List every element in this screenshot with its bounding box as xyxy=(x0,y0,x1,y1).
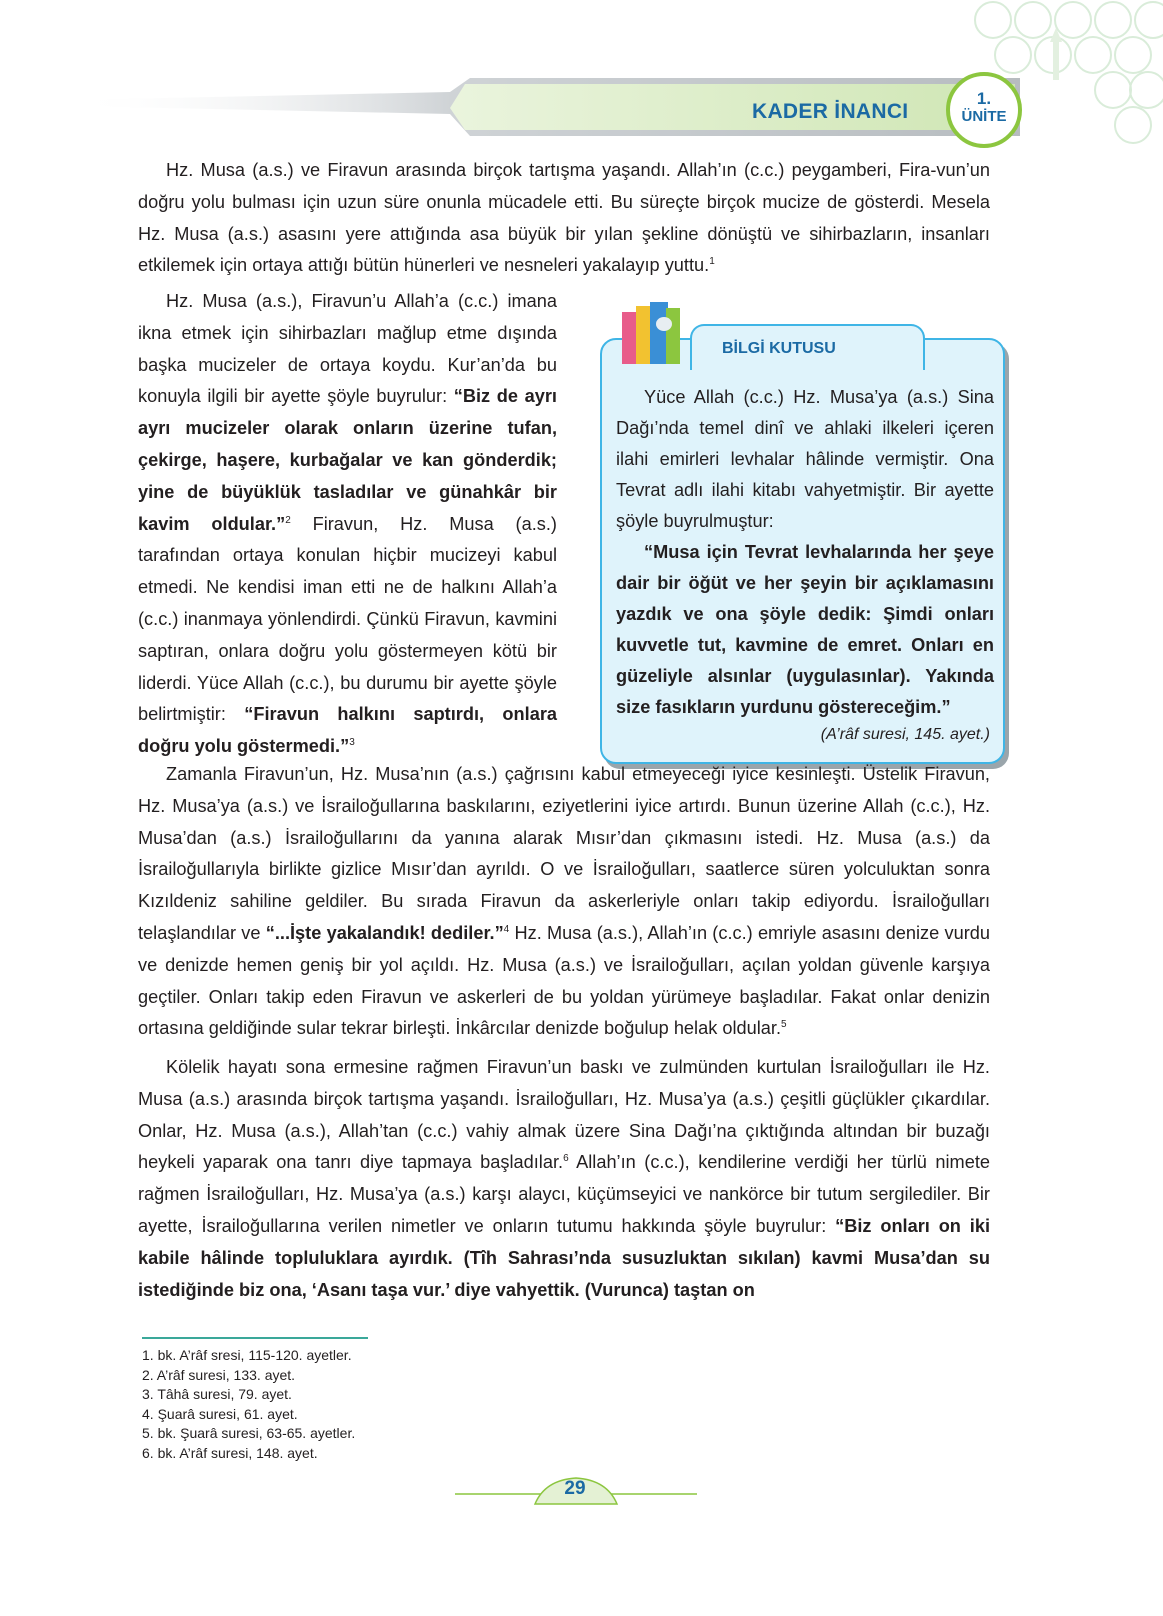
page-number: 29 xyxy=(564,1478,586,1499)
verse-quote: “...İşte yakalandık! dediler.” xyxy=(265,922,504,943)
info-box-source: (A’râf suresi, 145. ayet.) xyxy=(820,726,990,743)
footnote-2: 2. A’râf suresi, 133. ayet. xyxy=(142,1366,296,1383)
paragraph-4-text-a: Kölelik hayatı sona ermesine rağmen Firavun’un baskı ve zulmünden kurtulan İsrailoğulları ile Hz. Musa (a.s.) arasında birçok tartışma yaşandı. İsrailoğulları, Hz. Musa’ya (a.s.) çeşitli güçlükler çıkardılar. Onlar, Hz. Musa (a.s.), Allah’tan (c.c.) vahiy almak üzere Sina Dağı’na çıktığında altından bir buzağı heykeli yaparak ona tanrı diye tapmaya başladılar. xyxy=(138,1057,990,1173)
info-box-quote xyxy=(616,537,994,723)
paragraph-4 xyxy=(138,1052,990,1306)
footnote-ref: 3 xyxy=(349,737,355,749)
paragraph-2 xyxy=(138,286,557,763)
footnote-5: 5. bk. Şuarâ suresi, 63-65. ayetler. xyxy=(142,1425,356,1441)
unit-badge xyxy=(946,72,1022,148)
footnote-6: 6. bk. A’râf suresi, 148. ayet. xyxy=(142,1444,318,1461)
paragraph-3-text-b: Hz. Musa (a.s.), Allah’ın (c.c.) emriyle asasını denize vurdu ve denizde hemen geniş bir yol açıldı. Hz. Musa (a.s.) ve İsrailoğulları, açılan yoldan güvenle karşıya geçtiler. Onları takip eden Firavun ve askerleri de bu yoldan yürümeye başladılar. Fakat onlar denizin ortasına geldiğinde sular tekrar birleşti. İnkârcılar denizde boğulup helak oldular. xyxy=(138,922,990,1039)
info-box-verse: “Musa için Tevrat levhalarında her şeye dair bir öğüt ve her şeyin bir açıklamasını yazdık ve ona şöyle dedik: Şimdi onları kuvvetle tut, kavmine de emret. Onları en güzeliyle alsınlar (uygulasınlar). Yakında size fasıkların yurdunu göstereceğim.” xyxy=(616,542,994,717)
info-box-text xyxy=(616,382,994,537)
verse-quote: “Biz de ayrı ayrı mucizeler olarak onların üzerine tufan, çekirge, haşere, kurbağalar ve kan gönderdik; yine de büyüklük tasladılar ve günahkâr bir kavim oldular.” xyxy=(138,386,557,534)
paragraph-3 xyxy=(138,759,990,1045)
info-box-title: BİLGİ KUTUSU xyxy=(722,340,836,357)
footnote-ref: 5 xyxy=(781,1019,787,1031)
footnote-4: 4. Şuarâ suresi, 61. ayet. xyxy=(142,1405,298,1422)
unit-label: ÜNİTE xyxy=(961,108,1007,125)
paragraph-4-text-b: Allah’ın (c.c.), kendilerine verdiği her türlü nimete rağmen İsrailoğulları, Hz. Musa’ya (a.s.) karşı alaycı, küçümseyici ve nankörce bir tutum sergilediler. Bir ayette, İsrailoğullarına verilen nimetler ve onların tutumu hakkında şöyle buyrulur: xyxy=(138,1152,990,1236)
info-box-body: Yüce Allah (c.c.) Hz. Musa’ya (a.s.) Sina Dağı’nda temel dinî ve ahlaki ilkeleri içeren ilahi emirleri levhalar hâlinde vermiştir. Ona Tevrat adlı ilahi kitabı vahyetmiştir. Bir ayette şöyle buyrulmuştur: xyxy=(616,387,994,531)
footnotes xyxy=(142,1346,355,1463)
paragraph-2-text-a: Hz. Musa (a.s.), Firavun’u Allah’a (c.c.) imana ikna etmek için sihirbazları mağlup etme dışında başka mucizeler de ortaya koydu. Kur’an’da bu konuyla ilgili bir ayette şöyle buyrulur: xyxy=(138,291,557,407)
verse-quote: “Biz onları on iki kabile hâlinde topluluklara ayırdık. (Tîh Sahrası’nda susuzluktan sıkılan) kavmi Musa’dan su istediğinde biz ona, ‘Asanı taşa vur.’ diye vahyettik. (Vurunca) taştan on xyxy=(138,1215,990,1300)
footnote-divider xyxy=(142,1337,368,1339)
paragraph-3-text-a: Zamanla Firavun’un, Hz. Musa’nın (a.s.) çağrısını kabul etmeyeceği iyice kesinleşti. Üstelik Firavun, Hz. Musa’ya (a.s.) ve İsrailoğullarına baskılarını, eziyetlerini iyice artırdı. Bunun üzerine Allah (c.c.), Hz. Musa’dan (a.s.) İsrailoğullarını da yanına alarak Mısır’dan çıkmasını istedi. Hz. Musa (a.s.) da İsrailoğullarıyla birlikte gizlice Mısır’dan ayrıldı. O ve İsrailoğulları, saatlerce süren yolculuktan sonra Kızıldeniz sahiline geldiler. Bu sırada Firavun da askerleriyle onları takip ediyordu. İsrailoğulları telaşlandılar ve xyxy=(138,764,990,943)
unit-number: 1. xyxy=(976,89,992,108)
paragraph-1-text: Hz. Musa (a.s.) ve Firavun arasında birçok tartışma yaşandı. Allah’ın (c.c.) peygamberi, Fira-vun’un doğru yolu bulması için uzun süre onunla mücadele etti. Bu süreçte birçok mucize de gösterdi. Mesela Hz. Musa (a.s.) asasını yere attığında asa büyük bir yılan şekline dönüştü ve sihirbazların, insanları etkilemek için ortaya attığı bütün hünerleri ve nesneleri yakalayıp yuttu. xyxy=(138,160,990,276)
verse-quote: “Firavun halkını saptırdı, onlara doğru yolu göstermedi.” xyxy=(138,704,558,757)
footnote-ref: 1 xyxy=(709,256,715,268)
footnote-ref: 6 xyxy=(563,1153,569,1165)
paragraph-2-text-b: Firavun, Hz. Musa (a.s.) tarafından ortaya konulan hiçbir mucizeyi kabul etmedi. Ne kendisi iman etti ne de halkını Allah’a (c.c.) inanmaya yönlendirdi. Çünkü Firavun, kavmini saptıran, onlara doğru yolu göstermeyen kötü bir liderdi. Yüce Allah (c.c.), bu durumu bir ayette şöyle belirtmiştir: xyxy=(138,513,557,725)
chapter-title: KADER İNANCI xyxy=(752,100,909,123)
paragraph-1 xyxy=(138,155,990,282)
footnote-ref: 4 xyxy=(503,923,510,935)
books-icon xyxy=(618,298,688,378)
footnote-ref: 2 xyxy=(285,514,291,526)
footnote-1: 1. bk. A’râf sresi, 115-120. ayetler. xyxy=(142,1347,352,1363)
footnote-3: 3. Tâhâ suresi, 79. ayet. xyxy=(142,1386,292,1402)
